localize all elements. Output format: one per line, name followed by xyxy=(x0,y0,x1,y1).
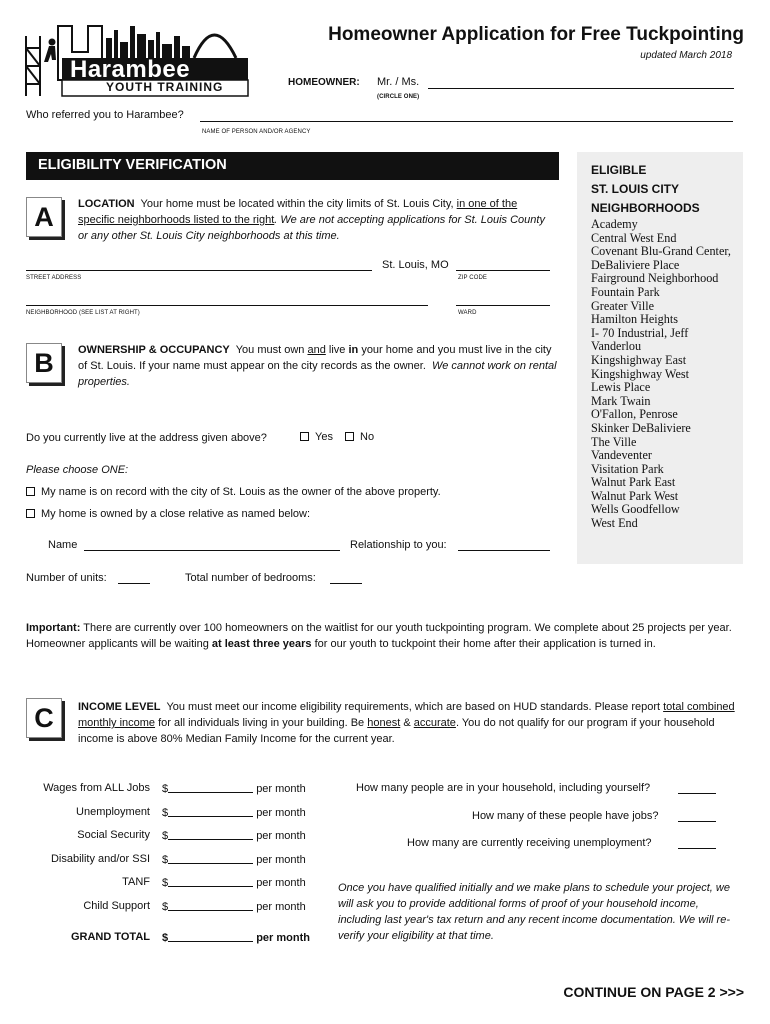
important-text-1: There are currently over 100 homeowners on the waitlist for our youth tuckpointing program. We complete about 25 projects per year. Homeowner applicants will be waiting xyxy=(26,622,732,650)
important-bold: at least three years xyxy=(211,638,312,650)
bedrooms-field[interactable] xyxy=(330,583,362,584)
relative-checkbox[interactable] xyxy=(26,509,35,518)
list-item: Fountain Park xyxy=(591,284,660,299)
income-label-disability: Disability and/or SSI xyxy=(50,853,150,865)
referred-caption: NAME OF PERSON AND/OR AGENCY xyxy=(202,129,311,135)
no-label: No xyxy=(360,431,375,443)
section-b-italic: We cannot work on rental properties. xyxy=(78,360,557,388)
income-field-tanf[interactable]: $ per month xyxy=(162,877,306,889)
grand-total-label: GRAND TOTAL xyxy=(70,931,150,943)
section-c-accurate: accurate xyxy=(413,717,456,729)
choose-one-label: Please choose ONE: xyxy=(26,464,129,476)
income-label-child-support: Child Support xyxy=(83,900,150,912)
yes-option[interactable] xyxy=(300,431,333,443)
homeowner-name-field[interactable] xyxy=(428,88,734,89)
homeowner-prefix: Mr. / Ms. xyxy=(377,76,420,88)
relative-name-label: Name xyxy=(48,539,78,551)
updated-date: updated March 2018 xyxy=(640,50,732,61)
list-item: Walnut Park East xyxy=(591,475,676,490)
neighborhoods-heading-1: ELIGIBLE xyxy=(591,163,647,177)
income-field-wages[interactable]: $ per month xyxy=(162,783,306,795)
income-label-social-security: Social Security xyxy=(77,829,150,841)
list-item: I- 70 Industrial, Jeff xyxy=(591,325,689,340)
list-item: Skinker DeBaliviere xyxy=(591,420,691,435)
yes-label: Yes xyxy=(315,431,333,443)
logo-subtitle: YOUTH TRAINING xyxy=(106,80,224,94)
list-item: Mark Twain xyxy=(591,393,651,408)
section-c-title: INCOME LEVEL xyxy=(78,701,161,713)
list-item: Vanderlou xyxy=(591,339,642,354)
relative-name-field[interactable] xyxy=(84,550,340,551)
street-address-field[interactable] xyxy=(26,270,372,271)
no-checkbox[interactable] xyxy=(345,432,354,441)
units-field[interactable] xyxy=(118,583,150,584)
neighborhood-list xyxy=(591,218,741,531)
owner-checkbox[interactable] xyxy=(26,487,35,496)
list-item: Kingshighway West xyxy=(591,366,689,381)
list-item: Vandeventer xyxy=(591,448,652,463)
list-item: Hamilton Heights xyxy=(591,312,678,327)
section-c-text-1: You must meet our income eligibility requirements, which are based on HUD standards. Please report xyxy=(166,701,661,713)
section-a-letter: A xyxy=(26,197,62,237)
section-c-text xyxy=(78,699,742,747)
income-label-unemployment: Unemployment xyxy=(76,806,150,818)
household-question: How many people are in your household, including yourself? xyxy=(356,782,651,794)
neighborhood-caption: NEIGHBORHOOD (SEE LIST AT RIGHT) xyxy=(26,310,140,316)
list-item: West End xyxy=(591,516,638,531)
section-c-amp: & xyxy=(403,717,411,729)
circle-one-caption: (CIRCLE ONE) xyxy=(377,94,420,100)
section-b-text-2: live xyxy=(328,344,346,356)
section-c-text-2: for all individuals living in your building. Be xyxy=(158,717,365,729)
section-c-honest: honest xyxy=(367,717,401,729)
live-question: Do you currently live at the address given above? xyxy=(26,432,267,444)
income-field-disability[interactable]: $ per month xyxy=(162,854,306,866)
neighborhood-field[interactable] xyxy=(26,305,428,306)
list-item: Lewis Place xyxy=(591,380,651,395)
referred-label: Who referred you to Harambee? xyxy=(26,109,184,121)
yes-checkbox[interactable] xyxy=(300,432,309,441)
important-text-2: for our youth to tuckpoint their home after their application is turned in. xyxy=(311,638,656,650)
logo-word: Harambee xyxy=(70,56,191,83)
list-item: Greater Ville xyxy=(591,298,654,313)
option-relative[interactable] xyxy=(26,508,310,520)
neighborhoods-heading-3: NEIGHBORHOODS xyxy=(591,201,700,215)
list-item: The Ville xyxy=(591,434,637,449)
section-b-title: OWNERSHIP & OCCUPANCY xyxy=(78,344,230,356)
list-item: Central West End xyxy=(591,230,677,245)
page-title: Homeowner Application for Free Tuckpointing xyxy=(328,24,744,45)
option-relative-label: My home is owned by a close relative as named below: xyxy=(41,508,311,520)
section-a-text-link: in one of the specific neighborhoods listed to the right xyxy=(78,198,518,226)
bedrooms-label: Total number of bedrooms: xyxy=(185,572,316,584)
grand-total-field[interactable]: $ per month xyxy=(162,932,310,944)
continue-link[interactable]: CONTINUE ON PAGE 2 >>> xyxy=(563,984,744,1000)
section-b-text-1: You must own xyxy=(235,344,305,356)
ward-field[interactable] xyxy=(456,305,550,306)
section-a-text-1: Your home must be located within the city limits of St. Louis City, xyxy=(140,198,454,210)
section-a-text-2: . We are not accepting applications for St. Louis County or any other St. Louis City neighborhoods at this time. xyxy=(78,214,545,242)
section-c-underline-1: total combined monthly income xyxy=(78,701,735,729)
income-field-child-support[interactable]: $ per month xyxy=(162,901,306,913)
list-item: Walnut Park West xyxy=(591,488,679,503)
option-owner[interactable] xyxy=(26,486,441,498)
units-label: Number of units: xyxy=(26,572,107,584)
zip-code-field[interactable] xyxy=(456,270,550,271)
neighborhoods-heading-2: ST. LOUIS CITY xyxy=(591,182,680,196)
section-b-letter: B xyxy=(26,343,62,383)
jobs-field[interactable] xyxy=(678,821,716,822)
list-item: Visitation Park xyxy=(591,461,664,476)
unemployment-question: How many are currently receiving unemployment? xyxy=(407,837,652,849)
important-notice xyxy=(26,620,738,652)
city-label: St. Louis, MO xyxy=(382,259,449,271)
list-item: Fairground Neighborhood xyxy=(591,271,719,286)
list-item: Kingshighway East xyxy=(591,352,687,367)
section-a-text xyxy=(78,196,552,244)
section-b-text-3: your home and you must live in the city of St. Louis. If your name must appear on the city records as the owner. xyxy=(78,344,552,372)
no-option[interactable] xyxy=(345,431,374,443)
verification-note: Once you have qualified initially and we make plans to schedule your project, we will ask you to provide additional forms of proof of your household income, including last year's tax return and any recent income documentation. We will re-verify your eligibility at that time. xyxy=(338,882,730,942)
important-label: Important: xyxy=(26,622,81,634)
relationship-label: Relationship to you: xyxy=(350,539,447,551)
ward-caption: WARD xyxy=(458,310,477,316)
section-b-and: and xyxy=(307,344,326,356)
section-c-letter: C xyxy=(26,698,62,738)
list-item: DeBaliviere Place xyxy=(591,257,680,272)
list-item: Wells Goodfellow xyxy=(591,502,680,517)
eligibility-heading: ELIGIBILITY VERIFICATION xyxy=(38,157,227,173)
option-owner-label: My name is on record with the city of St. Louis as the owner of the above property. xyxy=(41,486,441,498)
income-field-unemployment[interactable]: $ per month xyxy=(162,807,306,819)
income-label-wages: Wages from ALL Jobs xyxy=(43,782,150,794)
homeowner-label: HOMEOWNER: xyxy=(288,77,360,88)
harambee-logo xyxy=(22,18,250,100)
jobs-question: How many of these people have jobs? xyxy=(472,810,659,822)
section-a-title: LOCATION xyxy=(78,198,135,210)
neighborhoods-panel xyxy=(577,152,743,564)
unemployment-count-field[interactable] xyxy=(678,848,716,849)
income-field-social-security[interactable]: $ per month xyxy=(162,830,306,842)
relationship-field[interactable] xyxy=(458,550,550,551)
zip-code-caption: ZIP CODE xyxy=(458,275,488,281)
income-label-tanf: TANF xyxy=(122,876,150,888)
referred-field[interactable] xyxy=(200,121,733,122)
street-address-caption: STREET ADDRESS xyxy=(26,275,82,281)
section-b-text xyxy=(78,342,560,390)
household-field[interactable] xyxy=(678,793,716,794)
list-item: Academy xyxy=(591,217,638,231)
list-item: O'Fallon, Penrose xyxy=(591,407,678,422)
section-b-in: in xyxy=(348,344,359,356)
list-item: Covenant Blu-Grand Center, xyxy=(591,244,731,259)
section-c-text-3: . You do not qualify for our program if your household income is above 80% Median Family Income for the current year. xyxy=(78,717,715,745)
